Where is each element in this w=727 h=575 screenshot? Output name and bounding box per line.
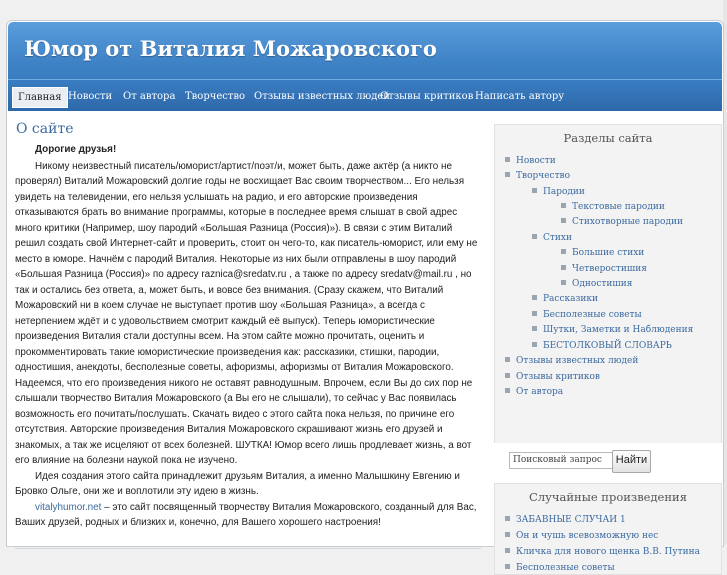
bullet-icon [505, 532, 510, 537]
bullet-icon [505, 357, 510, 362]
page-title: О сайте [16, 121, 74, 137]
tree-item-label: Стихи [543, 233, 572, 243]
tree-item-label: Творчество [516, 171, 571, 181]
random-works-title: Случайные произведения [529, 490, 687, 504]
bullet-icon [561, 203, 566, 208]
tree-item-label: Одностишия [572, 279, 633, 289]
tree-item-label: От автора [516, 387, 564, 397]
tree-item-label: Пародии [543, 187, 585, 197]
tree-item-label: Рассказики [543, 294, 599, 304]
bullet-icon [532, 311, 537, 316]
tree-item-one-liners[interactable] [561, 278, 632, 290]
sections-box [494, 124, 722, 444]
about-paragraph: Никому неизвестный писатель/юморист/артист/поэт/и, может быть, даже актёр (а никто не проверял) Виталий Можаровский долгие годы не восхищает Вас своим творчеством... Его нельзя увидеть на телевидении, его нельзя услышать на радио, и его авторские произведения отказываются брать во внимание программы, которые в последнее время слышат в свой адрес много критики (Например, шоу пародий «Большая Разница (Россия)»). В связи с этим Виталий решил создать свой Интернет-сайт и проверить, стоит он чего-то, как писатель-юморист, или ему не место в юморе. Начнём с пародий Виталия. Некоторые из них были отправлены в шоу пародий «Большая Разница (Россия)» по адресу raznica@sredatv.ru , а также по адресу sredatv@mail.ru , но так и остались без ответа, а, может быть, и вовсе без внимания. (Сразу скажем, что Виталий Можаровский ни в коем случае не выступает против шоу «Большая Разница», а всегда с нетерпением ждёт и с удовольствием смотрит каждый её выпуск). Теперь юмористические произведения Виталия стали доступны всем. На этом сайте можно прочитать, оценить и прокомментировать такие юмористические произведения как: рассказики, стишки, пародии, одностишия, анекдоты, бесполезные советы, афоризмы, афоризмы от Виталия Можаровского. Надеемся, что его произведения никого не оставят равнодушным. Впрочем, если Вы до сих пор не слышали творчество Виталия Можаровского (а Вы его не слышали), то сейчас у Вас появилась возможность его почитать/послушать. Скачать видео с этого сайта пока нельзя, по причине его отсутствия. Авторские произведения Виталия Можаровского скрашивают жизнь его друзей и знакомых, а так же исцеляют от всех болезней. ШУТКА! Юмор всего лишь продлевает жизнь, а вот его влияние на болезни наукой пока не изучено. [15, 160, 478, 466]
tree-item-news[interactable] [505, 155, 556, 167]
tree-item-label: Четверостишия [572, 264, 647, 274]
site-description-paragraph [15, 500, 481, 531]
tree-item-quatrains[interactable] [561, 263, 647, 275]
bullet-icon [532, 188, 537, 193]
site-title[interactable]: Юмор от Виталия Можаровского [24, 36, 437, 61]
bullet-icon [532, 326, 537, 331]
tree-item-label: Шутки, Заметки и Наблюдения [543, 325, 694, 335]
nav-item-contact-author[interactable]: Написать автору [475, 91, 565, 102]
site-description-text: – это сайт посвященный творчеству Виталия Можаровского, созданный для Вас, Ваших друзей, родных и близких и, конечно, для Вашего хорошего настроения! [15, 501, 477, 528]
bullet-icon [532, 234, 537, 239]
bullet-icon [505, 388, 510, 393]
tree-item-label: Большие стихи [572, 248, 645, 258]
tree-item-label: Текстовые пародии [572, 202, 665, 212]
nav-item-critic-reviews[interactable]: Отзывы критиков [380, 91, 474, 102]
bullet-icon [505, 172, 510, 177]
tree-item-critic-reviews[interactable] [505, 371, 600, 383]
main-navigation [8, 79, 722, 111]
tree-item-text-parodies[interactable] [561, 201, 665, 213]
tree-item-useless-advice[interactable] [532, 309, 642, 321]
search-box [494, 443, 722, 477]
random-item-label: Кличка для нового щенка В.В. Путина [516, 547, 701, 557]
bullet-icon [532, 342, 537, 347]
tree-item-from-author[interactable] [505, 386, 563, 398]
idea-paragraph: Идея создания этого сайта принадлежит друзьям Виталия, а именно Малышкину Евгению и Бровко Ольге, они же и воплотили эту идею в жизнь. [15, 470, 460, 497]
bullet-icon [561, 265, 566, 270]
random-item[interactable] [505, 514, 626, 526]
tree-item-label: БЕСТОЛКОВЫЙ СЛОВАРЬ [543, 341, 672, 351]
nav-item-home[interactable]: Главная [12, 87, 68, 108]
bullet-icon [561, 280, 566, 285]
bullet-icon [505, 516, 510, 521]
tree-item-label: Стихотворные пародии [572, 217, 684, 227]
bullet-icon [505, 548, 510, 553]
random-item-label: ЗАБАВНЫЕ СЛУЧАИ 1 [516, 515, 626, 525]
search-button[interactable]: Найти [612, 450, 651, 473]
tree-item-stories[interactable] [532, 293, 598, 305]
greeting: Дорогие друзья! [35, 144, 117, 155]
tree-item-works[interactable] [505, 170, 570, 182]
bullet-icon [505, 564, 510, 569]
tree-item-label: Новости [516, 156, 556, 166]
tree-item-celebrity-reviews[interactable] [505, 355, 638, 367]
site-link[interactable]: vitalyhumor.net [35, 501, 102, 513]
random-item-label: Бесполезные советы [516, 563, 615, 573]
random-works-box [494, 483, 722, 575]
nav-item-works[interactable]: Творчество [185, 91, 246, 102]
bullet-icon [561, 249, 566, 254]
tree-item-jokes-notes[interactable] [532, 324, 693, 336]
random-item-label: Он и чушь всевозможную нес [516, 531, 659, 541]
search-input[interactable] [509, 452, 613, 469]
tree-item-verse-parodies[interactable] [561, 216, 683, 228]
page-container [6, 20, 724, 573]
divider [15, 548, 481, 549]
tree-item-dictionary[interactable] [532, 340, 672, 352]
tree-item-label: Отзывы критиков [516, 372, 600, 382]
tree-item-poems[interactable] [532, 232, 572, 244]
tree-item-parodies[interactable] [532, 186, 585, 198]
nav-item-news[interactable]: Новости [68, 91, 113, 102]
random-item[interactable] [505, 562, 615, 574]
sections-title: Разделы сайта [563, 131, 653, 145]
bullet-icon [561, 218, 566, 223]
tree-item-label: Бесполезные советы [543, 310, 642, 320]
random-item[interactable] [505, 546, 700, 558]
tree-item-big-poems[interactable] [561, 247, 644, 259]
random-item[interactable] [505, 530, 658, 542]
nav-item-from-author[interactable]: От автора [123, 91, 176, 102]
bullet-icon [505, 157, 510, 162]
main-content [15, 121, 481, 531]
bullet-icon [505, 373, 510, 378]
tree-item-label: Отзывы известных людей [516, 356, 639, 366]
nav-item-celebrity-reviews[interactable]: Отзывы известных людей [254, 91, 390, 102]
bullet-icon [532, 295, 537, 300]
